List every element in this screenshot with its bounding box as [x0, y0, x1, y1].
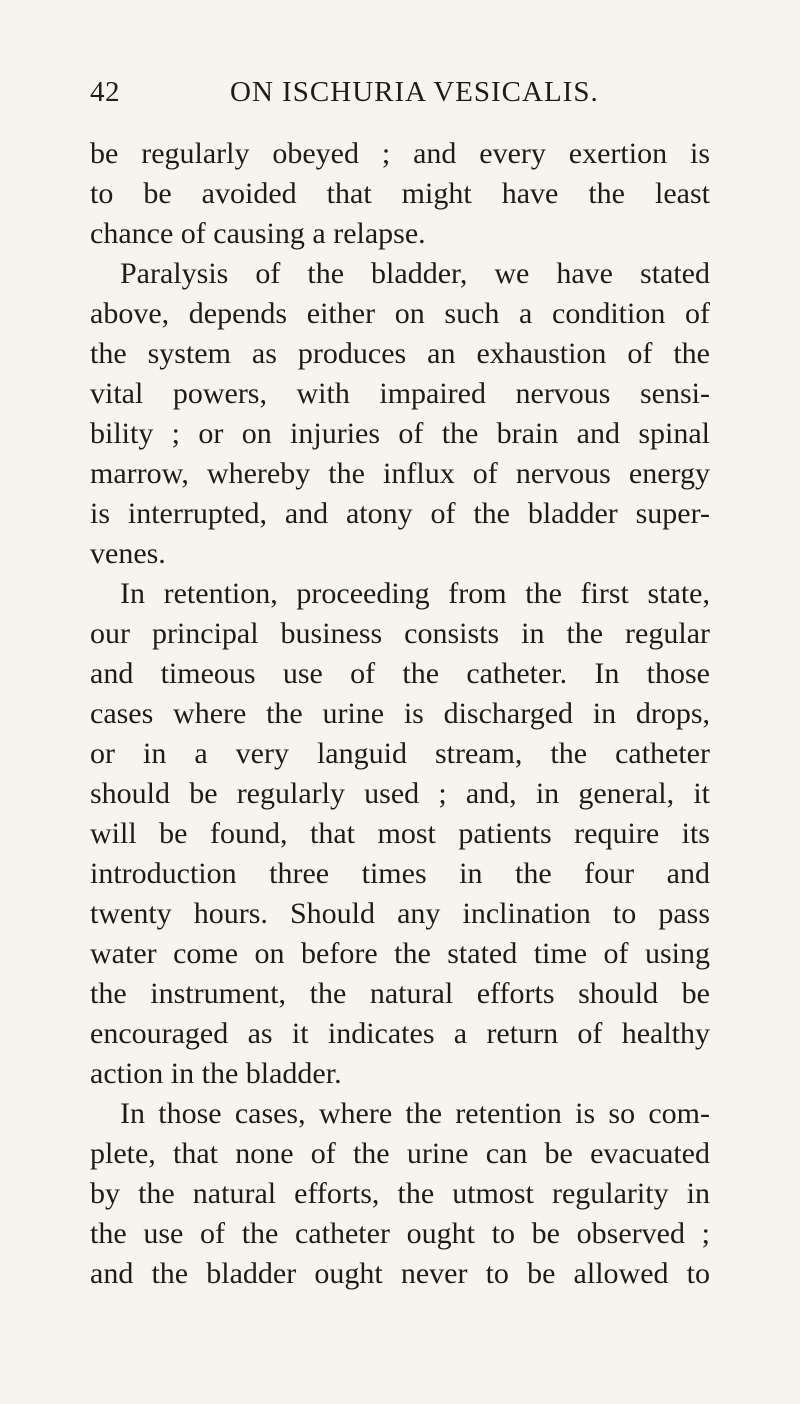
- text-line: be regularly obeyed ; and every exertion is: [90, 137, 710, 170]
- text-line: twenty hours. Should any inclination to pass: [90, 897, 710, 930]
- text-line: is interrupted, and atony of the bladder super-: [90, 497, 710, 530]
- text-line: and the bladder ought never to be allowed to: [90, 1257, 710, 1290]
- text-line: encouraged as it indicates a return of healthy: [90, 1017, 710, 1050]
- text-line: our principal business consists in the regular: [90, 617, 710, 650]
- text-line: cases where the urine is discharged in drops,: [90, 697, 710, 730]
- text-line: Paralysis of the bladder, we have stated: [120, 257, 710, 290]
- text-line: by the natural efforts, the utmost regularity in: [90, 1177, 710, 1210]
- text-line: will be found, that most patients require its: [90, 817, 710, 850]
- text-line: In those cases, where the retention is so com-: [120, 1097, 710, 1130]
- page-number: 42: [90, 76, 120, 108]
- text-line: should be regularly used ; and, in general, it: [90, 777, 710, 810]
- body-text: [90, 134, 710, 1294]
- text-line: introduction three times in the four and: [90, 857, 710, 890]
- text-line: or in a very languid stream, the catheter: [90, 737, 710, 770]
- text-line: to be avoided that might have the least: [90, 177, 710, 210]
- text-line: bility ; or on injuries of the brain and spinal: [90, 417, 710, 450]
- text-line: above, depends either on such a condition of: [90, 297, 710, 330]
- text-line: In retention, proceeding from the first state,: [120, 577, 710, 610]
- text-line: marrow, whereby the influx of nervous energy: [90, 457, 710, 490]
- text-line: chance of causing a relapse.: [90, 217, 426, 250]
- page-header: [90, 76, 722, 120]
- text-line: venes.: [90, 537, 166, 570]
- text-line: plete, that none of the urine can be evacuated: [90, 1137, 710, 1170]
- running-title: ON ISCHURIA VESICALIS.: [230, 76, 599, 108]
- text-line: water come on before the stated time of using: [90, 937, 710, 970]
- text-line: and timeous use of the catheter. In those: [90, 657, 710, 690]
- text-line: the use of the catheter ought to be observed ;: [90, 1217, 710, 1250]
- text-line: vital powers, with impaired nervous sensi-: [90, 377, 710, 410]
- text-line: action in the bladder.: [90, 1057, 342, 1090]
- text-line: the instrument, the natural efforts should be: [90, 977, 710, 1010]
- text-line: the system as produces an exhaustion of the: [90, 337, 710, 370]
